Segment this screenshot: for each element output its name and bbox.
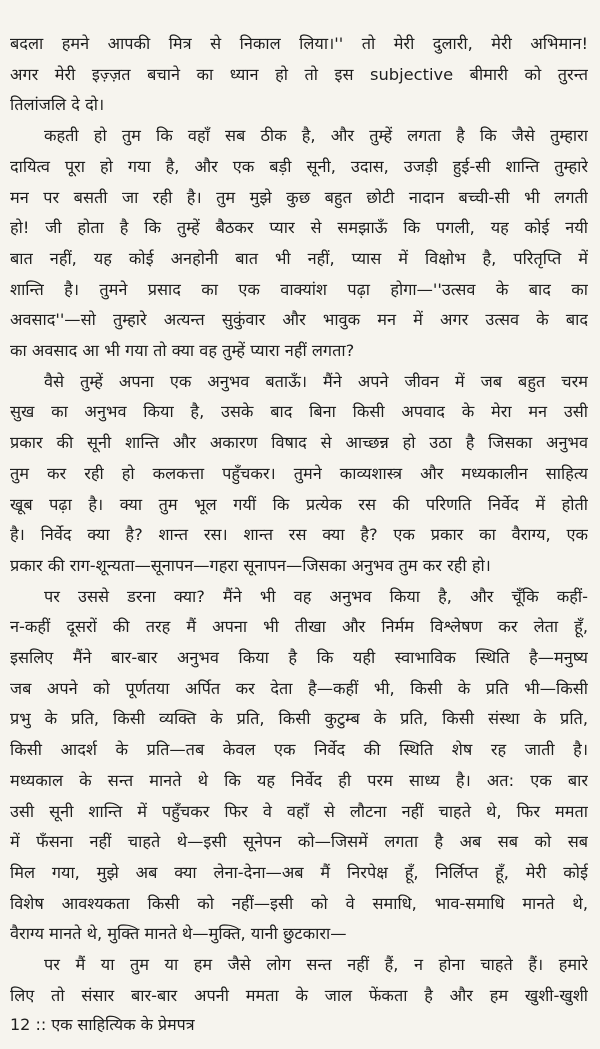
text-line: में फँसना नहीं चाहते थे—इसी सूनेपन को—जिसमें लगता है अब सब को सब <box>10 832 588 852</box>
text-line: का अवसाद आ भी गया तो क्या वह तुम्हें प्यारा नहीं लगता? <box>10 341 355 360</box>
text-line: पर उससे डरना क्या? मैंने भी वह अनुभव किया है, और चूँकि कहीं- <box>44 586 588 606</box>
text-line: बात नहीं, यह कोई अनहोनी बात भी नहीं, प्यास में विक्षोभ है, परितृप्ति में <box>10 248 588 268</box>
text-line: न-कहीं दूसरों की तरह मैं अपना भी तीखा और निर्मम विश्लेषण कर लेता हूँ, <box>10 617 588 637</box>
text-line: लिए तो संसार बार-बार अपनी ममता के जाल फेंकता है और हम खुशी-खुशी <box>10 985 588 1005</box>
text-line: प्रकार की राग-शून्यता—सूनापन—गहरा सूनापन—जिसका अनुभव तुम कर रही हो। <box>10 555 491 575</box>
text-line: विशेष आवश्यकता किसी को नहीं—इसी को वे समाधि, भाव-समाधि मानते थे, <box>10 893 588 913</box>
text-line: दायित्व पूरा हो गया है, और एक बड़ी सूनी, उदास, उजड़ी हुई-सी शान्ति तुम्हारे <box>10 156 588 176</box>
text-line: अगर मेरी इज़्ज़त बचाने का ध्यान हो तो इस subjective बीमारी को तुरन्त <box>10 64 588 84</box>
footer-separator: :: <box>35 1015 47 1034</box>
text-line: मध्यकाल के सन्त मानते थे कि यह निर्वेद ही परम साध्य है। अत: एक बार <box>10 770 588 790</box>
text-line: खूब पढ़ा है। क्या तुम भूल गयीं कि प्रत्येक रस की परिणति निर्वेद में होती <box>10 494 588 514</box>
text-line: मिल गया, मुझे अब क्या लेना-देना—अब मैं निरपेक्ष हूँ, निर्लिप्त हूँ, मेरी कोई <box>10 862 588 882</box>
text-line: शान्ति है। तुमने प्रसाद का एक वाक्यांश पढ़ा होगा—''उत्सव के बाद का <box>10 279 588 299</box>
text-line: प्रभु के प्रति, किसी व्यक्ति के प्रति, किसी कुटुम्ब के प्रति, किसी संस्था के प्रति, <box>10 709 588 729</box>
text-line: वैराग्य मानते थे, मुक्ति मानते थे—मुक्ति, यानी छुटकारा— <box>10 924 347 944</box>
text-line: जब अपने को पूर्णतया अर्पित कर देता है—कहीं भी, किसी के प्रति भी—किसी <box>10 678 588 698</box>
text-line: पर मैं या तुम या हम जैसे लोग सन्त नहीं हैं, न होना चाहते हैं। हमारे <box>44 955 588 974</box>
text-line: किसी आदर्श के प्रति—तब केवल एक निर्वेद की स्थिति शेष रह जाती है। <box>10 740 588 760</box>
text-line: अवसाद''—सो तुम्हारे अत्यन्त सुकुंवार और भावुक मन में अगर उत्सव के बाद <box>10 310 588 330</box>
text-line: वैसे तुम्हें अपना एक अनुभव बताऊँ। मैंने अपने जीवन में जब बहुत चरम <box>44 371 588 391</box>
page-footer <box>10 1012 195 1038</box>
text-line: हो! जी होता है कि तुम्हें बैठकर प्यार से समझाऊँ कि पगली, यह कोई नयी <box>10 218 588 238</box>
text-line: उसी सूनी शान्ति में पहुँचकर फिर वे वहाँ से लौटना नहीं चाहते थे, फिर ममता <box>10 801 588 821</box>
text-line: सुख का अनुभव किया है, उसके बाद बिना किसी अपवाद के मेरा मन उसी <box>10 402 588 422</box>
text-line: प्रकार की सूनी शान्ति और अकारण विषाद से आच्छन्न हो उठा है जिसका अनुभव <box>10 433 588 453</box>
text-line: इसलिए मैंने बार-बार अनुभव किया है कि यही स्वाभाविक स्थिति है—मनुष्य <box>10 648 588 667</box>
page-number: 12 <box>10 1015 31 1034</box>
text-line: तिलांजलि दे दो। <box>10 95 105 115</box>
text-line: है। निर्वेद क्या है? शान्त रस। शान्त रस क्या है? एक प्रकार का वैराग्य, एक <box>10 525 588 545</box>
running-title: एक साहित्यिक के प्रेमपत्र <box>51 1015 195 1034</box>
text-line: तुम कर रही हो कलकत्ता पहुँचकर। तुमने काव्यशास्त्र और मध्यकालीन साहित्य <box>10 463 588 483</box>
text-line: मन पर बसती जा रही है। तुम मुझे कुछ बहुत छोटी नादान बच्ची-सी भी लगती <box>10 187 588 207</box>
text-line: कहती हो तुम कि वहाँ सब ठीक है, और तुम्हें लगता है कि जैसे तुम्हारा <box>44 126 588 146</box>
text-line: बदला हमने आपकी मित्र से निकाल लिया।'' तो मेरी दुलारी, मेरी अभिमान! <box>10 34 588 53</box>
